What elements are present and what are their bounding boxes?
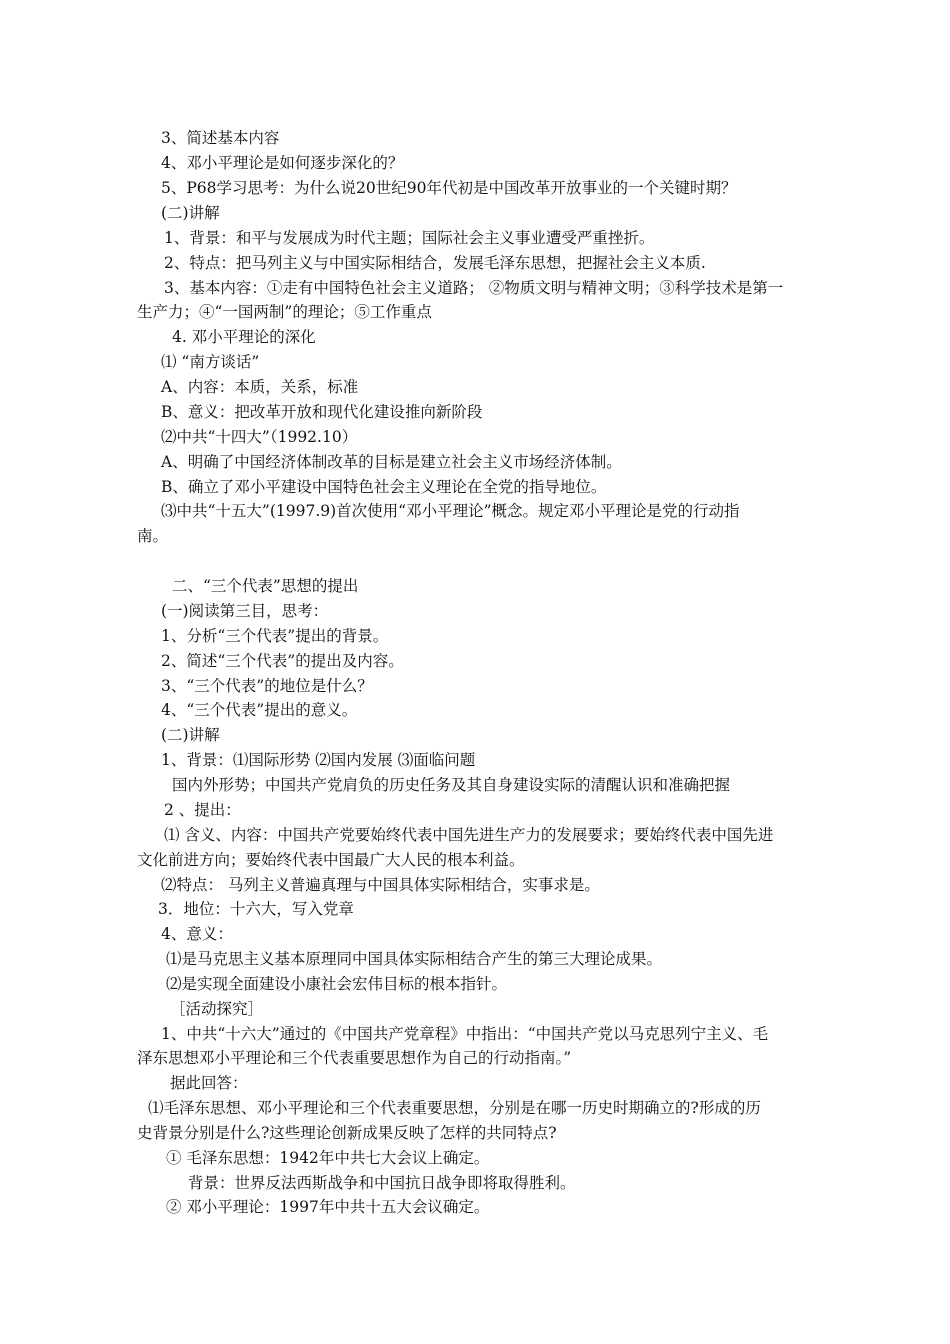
answer-prompt: 据此回答：	[170, 1074, 248, 1092]
three-represents-status: 3．地位：十六大，写入党章	[158, 900, 354, 918]
three-represents-background: 1、背景：⑴国际形势 ⑵国内发展 ⑶面临问题	[161, 751, 476, 769]
section-three-represents-heading: 二、“三个代表”思想的提出	[172, 577, 359, 595]
answer-mao-thought: ① 毛泽东思想：1942年中共七大会议上确定。	[166, 1149, 490, 1167]
three-represents-significance-1: ⑴是马克思主义基本原理同中国具体实际相结合产生的第三大理论成果。	[166, 950, 663, 968]
section-lecture-heading-2: (二)讲解	[161, 726, 220, 744]
section-lecture-heading: (二)讲解	[161, 204, 220, 222]
activity-quote-line-2: 泽东思想邓小平理论和三个代表重要思想作为自己的行动指南。”	[137, 1049, 572, 1067]
question-3: 3、简述基本内容	[161, 129, 280, 147]
activity-question-line-1: ⑴毛泽东思想、邓小平理论和三个代表重要思想，分别是在哪一历史时期确立的?形成的历	[148, 1099, 761, 1117]
lecture-content-line-1: 3、基本内容：①走有中国特色社会主义道路； ②物质文明与精神文明；③科学技术是第一	[164, 279, 784, 297]
three-represents-background-detail: 国内外形势；中国共产党肩负的历史任务及其自身建设实际的清醒认识和准确把握	[172, 776, 731, 794]
lecture-features: 2、特点：把马列主义与中国实际相结合，发展毛泽东思想，把握社会主义本质.	[164, 254, 706, 272]
three-represents-meaning-line-2: 文化前进方向；要始终代表中国最广大人民的根本利益。	[137, 851, 525, 869]
reading-prompt: (一)阅读第三目，思考：	[161, 602, 329, 620]
question-4: 4、邓小平理论是如何逐步深化的？	[161, 154, 404, 172]
three-represents-features: ⑵特点： 马列主义普遍真理与中国具体实际相结合，实事求是。	[161, 876, 600, 894]
fourteenth-congress-point-a: A、明确了中国经济体制改革的目标是建立社会主义市场经济体制。	[161, 453, 622, 471]
activity-heading: ［活动探究］	[170, 1000, 264, 1018]
lecture-content-line-2: 生产力；④“一国两制”的理论；⑤工作重点	[137, 303, 432, 321]
three-represents-question-1: 1、分析“三个代表”提出的背景。	[161, 627, 389, 645]
three-represents-significance-2: ⑵是实现全面建设小康社会宏伟目标的根本指针。	[166, 975, 508, 993]
answer-mao-background: 背景：世界反法西斯战争和中国抗日战争即将取得胜利。	[188, 1174, 576, 1192]
southern-talk-meaning: B、意义：把改革开放和现代化建设推向新阶段	[161, 403, 483, 421]
southern-talk-content: A、内容：本质，关系，标准	[161, 378, 359, 396]
three-represents-question-2: 2、简述“三个代表”的提出及内容。	[161, 652, 404, 670]
three-represents-question-3: 3、“三个代表”的地位是什么？	[161, 677, 373, 695]
fifteenth-congress-line-2: 南。	[137, 527, 169, 545]
three-represents-significance-heading: 4、意义：	[161, 925, 233, 943]
activity-question-line-2: 史背景分别是什么?这些理论创新成果反映了怎样的共同特点?	[137, 1124, 557, 1142]
three-represents-meaning-line-1: ⑴ 含义、内容：中国共产党要始终代表中国先进生产力的发展要求；要始终代表中国先进	[164, 826, 774, 844]
fifteenth-congress-line-1: ⑶中共“十五大”(1997.9)首次使用“邓小平理论”概念。规定邓小平理论是党的行动指	[161, 502, 740, 520]
fourteenth-congress-point-b: B、确立了邓小平建设中国特色社会主义理论在全党的指导地位。	[161, 478, 607, 496]
three-represents-proposal-heading: 2 、提出：	[164, 801, 241, 819]
question-5: 5、P68学习思考：为什么说20世纪90年代初是中国改革开放事业的一个关键时期？	[161, 179, 737, 197]
lecture-background: 1、背景：和平与发展成为时代主题；国际社会主义事业遭受严重挫折。	[164, 229, 655, 247]
southern-talk-heading: ⑴ “南方谈话”	[161, 353, 260, 371]
deepening-heading: 4. 邓小平理论的深化	[172, 328, 316, 346]
three-represents-question-4: 4、“三个代表”提出的意义。	[161, 701, 358, 719]
activity-quote-line-1: 1、中共“十六大”通过的《中国共产党章程》中指出：“中国共产党以马克思列宁主义、毛	[161, 1025, 769, 1043]
fourteenth-congress-heading: ⑵中共“十四大”（1992.10）	[161, 428, 358, 446]
answer-deng-theory: ② 邓小平理论：1997年中共十五大会议确定。	[166, 1198, 490, 1216]
